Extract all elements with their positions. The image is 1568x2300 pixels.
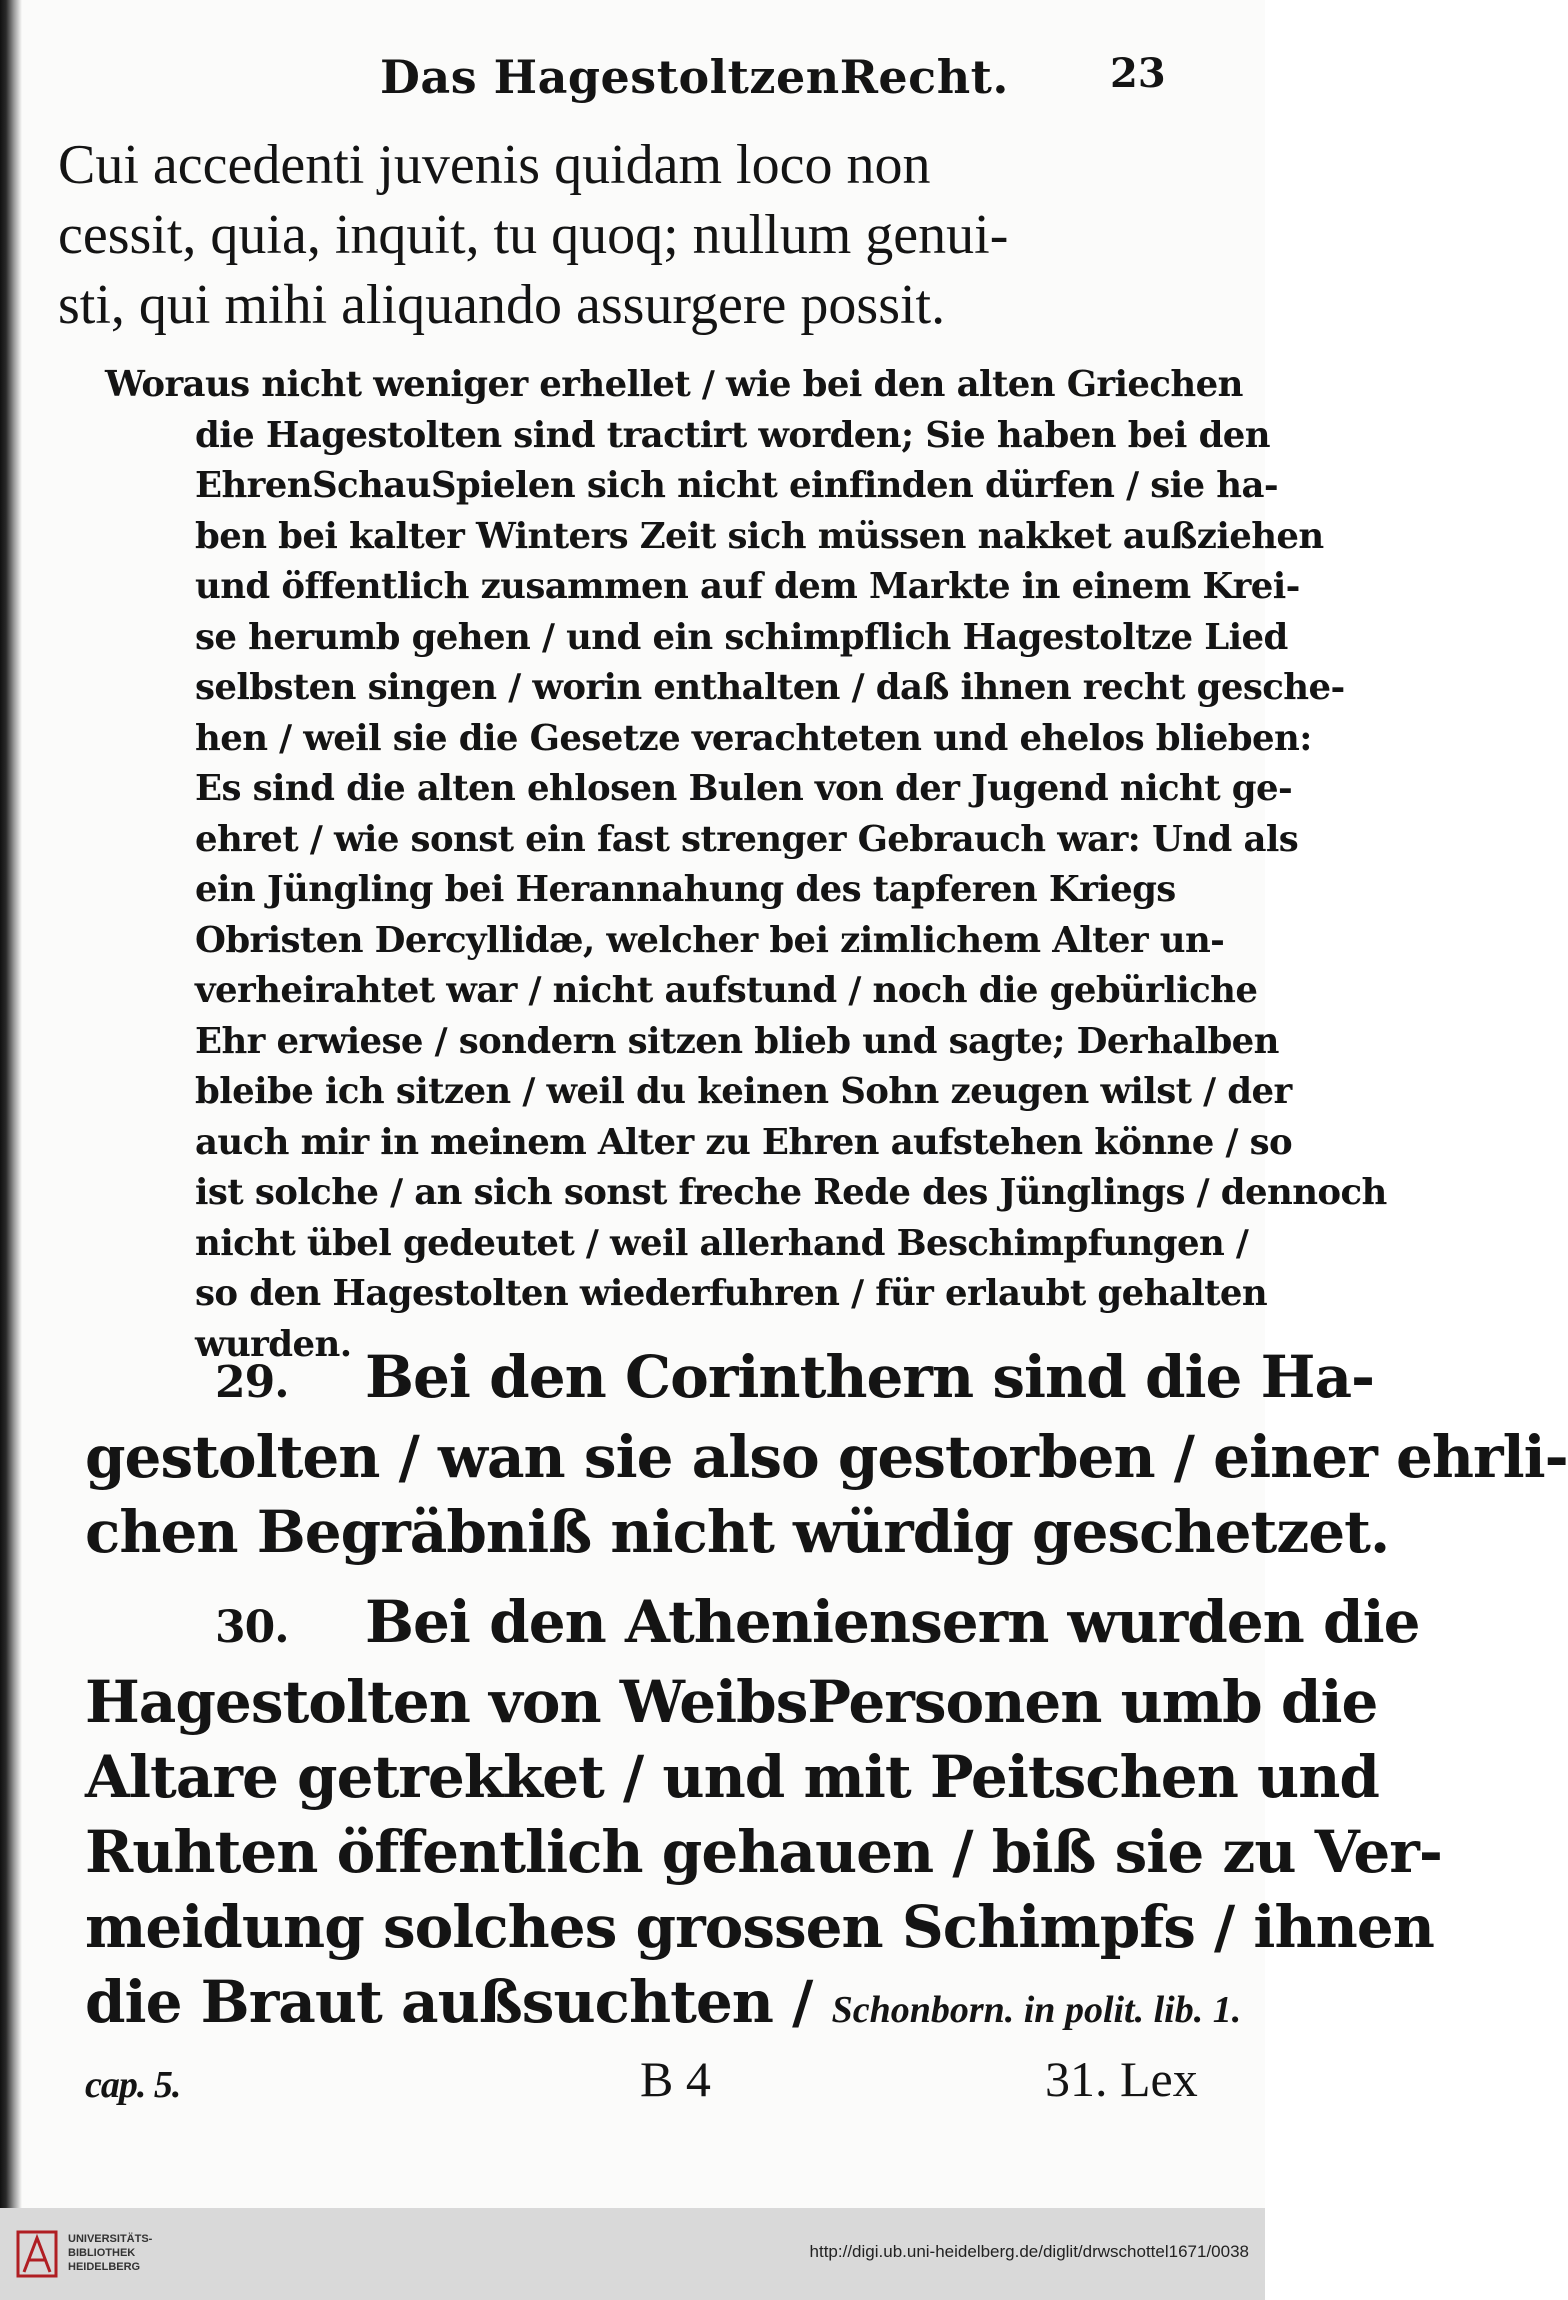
paragraph-line: Ruhten öffentlich gehauen / biß sie zu Ver- <box>85 1818 1442 1886</box>
commentary-line: selbsten singen / worin enthalten / daß ihnen recht gesche- <box>195 667 1345 708</box>
library-name-line: UNIVERSITÄTS- <box>68 2233 153 2245</box>
commentary-line: wurden. <box>195 1323 352 1365</box>
paragraph-number: 29. <box>215 1357 289 1408</box>
commentary-line: Obristen Dercyllidæ, welcher bei zimlichem Alter un- <box>195 919 1225 961</box>
paragraph-29 <box>85 1340 1568 1570</box>
university-library-logo-icon <box>16 2228 58 2280</box>
binding-shadow <box>0 0 22 2208</box>
permalink-url[interactable]: http://digi.ub.uni-heidelberg.de/diglit/drwschottel1671/0038 <box>809 2242 1249 2261</box>
citation: Schonborn. in polit. lib. 1. <box>831 1989 1242 2031</box>
paragraph-text: die Braut außsuchten / <box>85 1968 813 2036</box>
commentary-line: se herumb gehen / und ein schimpflich Hagestoltze Lied <box>195 616 1288 658</box>
page-number: 23 <box>1110 50 1166 97</box>
commentary-line: bleibe ich sitzen / weil du keinen Sohn zeugen wilst / der <box>195 1071 1292 1112</box>
commentary-line: EhrenSchauSpielen sich nicht einfinden dürfen / sie ha- <box>195 465 1279 506</box>
latin-line: cessit, quia, inquit, tu quoq; nullum genui- <box>58 204 1009 266</box>
paragraph-line: chen Begräbniß nicht würdig geschetzet. <box>85 1498 1390 1566</box>
commentary-line: so den Hagestolten wiederfuhren / für erlaubt gehalten <box>195 1273 1268 1314</box>
commentary-line: Ehr erwiese / sondern sitzen blieb und sagte; Derhalben <box>195 1020 1279 1062</box>
page-header <box>0 50 1265 120</box>
paragraph-line: Hagestolten von WeibsPersonen umb die <box>85 1668 1378 1736</box>
commentary-line: nicht übel gedeutet / weil allerhand Beschimpfungen / <box>195 1222 1249 1264</box>
paragraph-line <box>85 1340 1375 1420</box>
paragraph-line <box>85 1585 1420 1665</box>
paragraph-line: Altare getrekket / und mit Peitschen und <box>85 1743 1379 1811</box>
commentary-line: ben bei kalter Winters Zeit sich müssen nakket außziehen <box>195 515 1324 557</box>
commentary-line: ist solche / an sich sonst freche Rede des Jünglings / dennoch <box>195 1172 1387 1213</box>
paragraph-text: Bei den Corinthern sind die Ha- <box>365 1343 1375 1411</box>
commentary-line: auch mir in meinem Alter zu Ehren aufstehen könne / so <box>195 1121 1293 1163</box>
commentary-line: die Hagestolten sind tractirt worden; Sie haben bei den <box>195 414 1270 456</box>
commentary-line: verheirahtet war / nicht aufstund / noch die gebürliche <box>195 970 1258 1011</box>
running-title: Das HagestoltzenRecht. <box>380 50 1009 104</box>
signature-mark: B 4 <box>640 2051 711 2107</box>
paragraph-30 <box>85 1585 1442 2123</box>
latin-quote <box>58 130 1178 340</box>
paragraph-line: meidung solches grossen Schimpfs / ihnen <box>85 1893 1434 1961</box>
paragraph-line <box>85 1965 1242 2048</box>
commentary-line: ehret / wie sonst ein fast strenger Gebrauch war: Und als <box>195 818 1299 860</box>
commentary-line: ein Jüngling bei Herannahung des tapferen Kriegs <box>195 869 1176 910</box>
commentary-paragraph <box>105 360 1387 1370</box>
latin-line: sti, qui mihi aliquando assurgere possit. <box>58 274 946 336</box>
commentary-line: und öffentlich zusammen auf dem Markte in einem Krei- <box>195 566 1300 607</box>
citation-continued: cap. 5. <box>85 2064 181 2106</box>
paragraph-line: gestolten / wan sie also gestorben / einer ehrli- <box>85 1423 1568 1491</box>
commentary-line: hen / weil sie die Gesetze verachteten und ehelos blieben: <box>195 717 1312 759</box>
commentary-line: Es sind die alten ehlosen Bulen von der Jugend nicht ge- <box>195 768 1293 809</box>
latin-line: Cui accedenti juvenis quidam loco non <box>58 134 931 196</box>
signature-line <box>0 2050 1265 2120</box>
commentary-line: Woraus nicht weniger erhellet / wie bei den alten Griechen <box>105 364 1243 405</box>
viewer-footer <box>0 2208 1265 2300</box>
library-name-line: HEIDELBERG <box>68 2261 141 2273</box>
catchword: 31. Lex <box>1045 2051 1198 2107</box>
library-name-line: BIBLIOTHEK <box>68 2247 136 2259</box>
library-name <box>68 2232 152 2274</box>
paragraph-number: 30. <box>215 1602 289 1653</box>
paragraph-text: Bei den Atheniensern wurden die <box>365 1588 1420 1656</box>
